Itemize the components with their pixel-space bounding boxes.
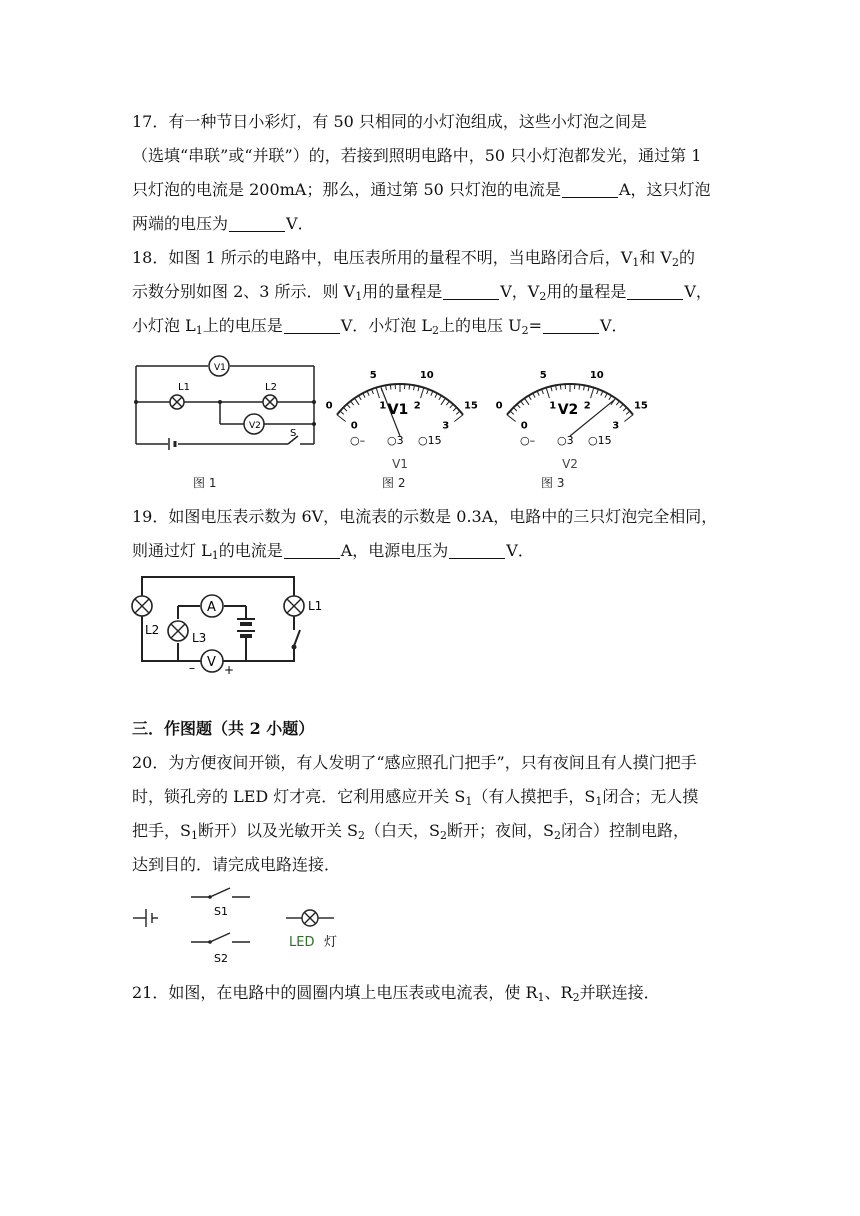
l1-label: L1 [178, 382, 190, 393]
terminal-15: ○15 [418, 434, 442, 447]
dial-tick [624, 415, 633, 422]
scale-bottom-label: 1 [549, 400, 557, 412]
scale-top-label: 0 [495, 400, 503, 412]
q19-circuit-figure [128, 572, 333, 677]
dial-tick [517, 404, 520, 408]
dial-tick [359, 396, 362, 400]
q19-line2: 则通过灯 $L_1$的电流是 A，电源电压为 V． [132, 541, 534, 562]
s1-label: S1 [214, 905, 228, 918]
answer-blank[interactable] [284, 542, 340, 559]
terminal-3: ○3 [387, 434, 404, 447]
dial-tick [626, 411, 630, 414]
dial-tick [609, 396, 612, 400]
l2-label: L2 [265, 382, 277, 393]
dial-tick [623, 407, 627, 411]
answer-blank[interactable] [284, 317, 340, 334]
scale-top-label: 10 [419, 370, 434, 382]
answer-blank[interactable] [562, 181, 618, 198]
dial-tick [579, 385, 580, 390]
dial-tick [441, 398, 446, 405]
s-label: S [290, 428, 297, 439]
dial-tick [435, 393, 437, 397]
scale-top-label: 15 [633, 400, 648, 412]
scale-bottom-label: 3 [442, 420, 450, 432]
q20-line4: 达到目的．请完成电路连接． [132, 855, 341, 874]
answer-blank[interactable] [627, 283, 683, 300]
dial-tick [513, 407, 517, 411]
section-3-heading: 三．作图题（共 2 小题） [132, 719, 315, 738]
terminal-15: ○15 [588, 434, 612, 447]
scale-bottom-label: 3 [612, 420, 620, 432]
dial-tick [620, 404, 623, 408]
caption-fig3: 图 3 [541, 476, 565, 490]
dial-tick [337, 415, 346, 422]
q18-line3: 小灯泡 $L_1$上的电压是 V．小灯泡 $L_2$上的电压 $U_2= V$． [132, 316, 628, 337]
terminal-negative: ○– [350, 434, 366, 447]
dial-tick [439, 396, 442, 400]
terminal-3: ○3 [557, 434, 574, 447]
figure-2-meter-v1 [315, 352, 485, 477]
q17-line4: 两端的电压为 V． [132, 214, 314, 233]
dial-tick [376, 388, 379, 399]
plus-terminal: + [224, 663, 235, 677]
dial-tick [343, 407, 347, 411]
dial-tick [560, 385, 561, 390]
minus-terminal: – [189, 661, 195, 675]
dial-tick [616, 401, 619, 405]
scale-top-label: 10 [589, 370, 604, 382]
q17-line3: 只灯泡的电流是 200mA；那么，通过第 50 只灯泡的电流是 A，这只灯泡 [132, 180, 711, 199]
dial-tick [521, 401, 524, 405]
dial-tick [529, 396, 532, 400]
scale-bottom-label: 1 [379, 400, 387, 412]
terminal-negative: ○– [520, 434, 536, 447]
figure-1-circuit [128, 352, 323, 452]
v1-label: V1 [214, 363, 226, 373]
led-label: LED [289, 935, 315, 950]
q17-line2: （选填“串联”或“并联”）的，若接到照明电路中，50 只小灯泡都发光，通过第 1 [132, 146, 702, 165]
meter-symbol: V2 [557, 402, 579, 418]
dial-tick [431, 391, 433, 396]
answer-blank[interactable] [543, 317, 599, 334]
dial-tick [507, 415, 516, 422]
dial-tick [351, 401, 354, 405]
scale-bottom-label: 0 [520, 420, 528, 432]
dial-tick [591, 388, 594, 399]
dial-tick [340, 411, 344, 414]
dial-tick [367, 391, 369, 396]
q20-line3: 把手，$S_1$断开）以及光敏开关 $S_2$（白天，$S_2$断开；夜间，$S_2$闭合）控制电路， [132, 821, 689, 842]
figure-18-captions [0, 472, 860, 492]
meter-caption: V2 [562, 457, 578, 471]
lamp-l1-label: L1 [308, 599, 323, 613]
q18-line1: 18．如图 1 所示的电路中，电压表所用的量程不明，当电路闭合后，$V_1$和 $V_2$的 [132, 248, 695, 269]
caption-fig1: 图 1 [193, 476, 217, 490]
scale-bottom-label: 0 [350, 420, 358, 432]
scale-top-label: 5 [369, 370, 377, 382]
scale-top-label: 5 [539, 370, 547, 382]
dial-tick [510, 411, 514, 414]
q21-line1: 21．如图，在电路中的圆圈内填上电压表或电流表，使 $R_1$、$R_2$并联连接． [132, 983, 660, 1004]
dial-tick [347, 404, 350, 408]
answer-blank[interactable] [443, 283, 499, 300]
scale-bottom-label: 2 [413, 400, 421, 412]
q18-line2: 示数分别如图 2、3 所示．则 $V_1$用的量程是 V，$V_2$用的量程是 V， [132, 282, 712, 303]
q17-line1: 17．有一种节日小彩灯，有 50 只相同的小灯泡组成，这些小灯泡之间是 [132, 112, 647, 131]
dial-tick [354, 398, 359, 405]
dial-tick [454, 415, 463, 422]
dial-tick [456, 411, 460, 414]
caption-fig2: 图 2 [382, 476, 406, 490]
dial-tick [363, 393, 365, 397]
dial-tick [524, 398, 529, 405]
dial-tick [450, 404, 453, 408]
meter-caption: V1 [392, 457, 408, 471]
answer-blank[interactable] [449, 542, 505, 559]
scale-bottom-label: 2 [583, 400, 591, 412]
voltmeter-label: V [207, 655, 216, 670]
meter-symbol: V1 [387, 402, 409, 418]
dial-tick [546, 388, 549, 399]
scale-top-label: 0 [325, 400, 333, 412]
figure-3-meter-v2 [485, 352, 655, 477]
scale-top-label: 15 [463, 400, 478, 412]
lamp-l2-label: L2 [145, 623, 160, 637]
dial-tick [446, 401, 449, 405]
q20-line2: 时，锁孔旁的 LED 灯才亮．它利用感应开关 $S_1$（有人摸把手，$S_1$闭合；无人摸 [132, 787, 699, 808]
s2-label: S2 [214, 952, 228, 965]
answer-blank[interactable] [229, 215, 285, 232]
dial-tick [453, 407, 457, 411]
dial-tick [605, 393, 607, 397]
dial-tick [421, 388, 424, 399]
dial-tick [390, 385, 391, 390]
dial-tick [533, 393, 535, 397]
lamp-label: 灯 [324, 935, 338, 950]
ammeter-label: A [207, 600, 216, 615]
q20-components-figure [128, 885, 358, 970]
lamp-l3-label: L3 [192, 631, 207, 645]
dial-tick [601, 391, 603, 396]
dial-tick [537, 391, 539, 396]
q20-line1: 20．为方便夜间开锁，有人发明了“感应照孔门把手”，只有夜间且有人摸门把手 [132, 753, 697, 772]
dial-tick [409, 385, 410, 390]
q19-line1: 19．如图电压表示数为 6V，电流表的示数是 0.3A，电路中的三只灯泡完全相同， [132, 507, 718, 526]
v2-label: V2 [249, 421, 261, 431]
